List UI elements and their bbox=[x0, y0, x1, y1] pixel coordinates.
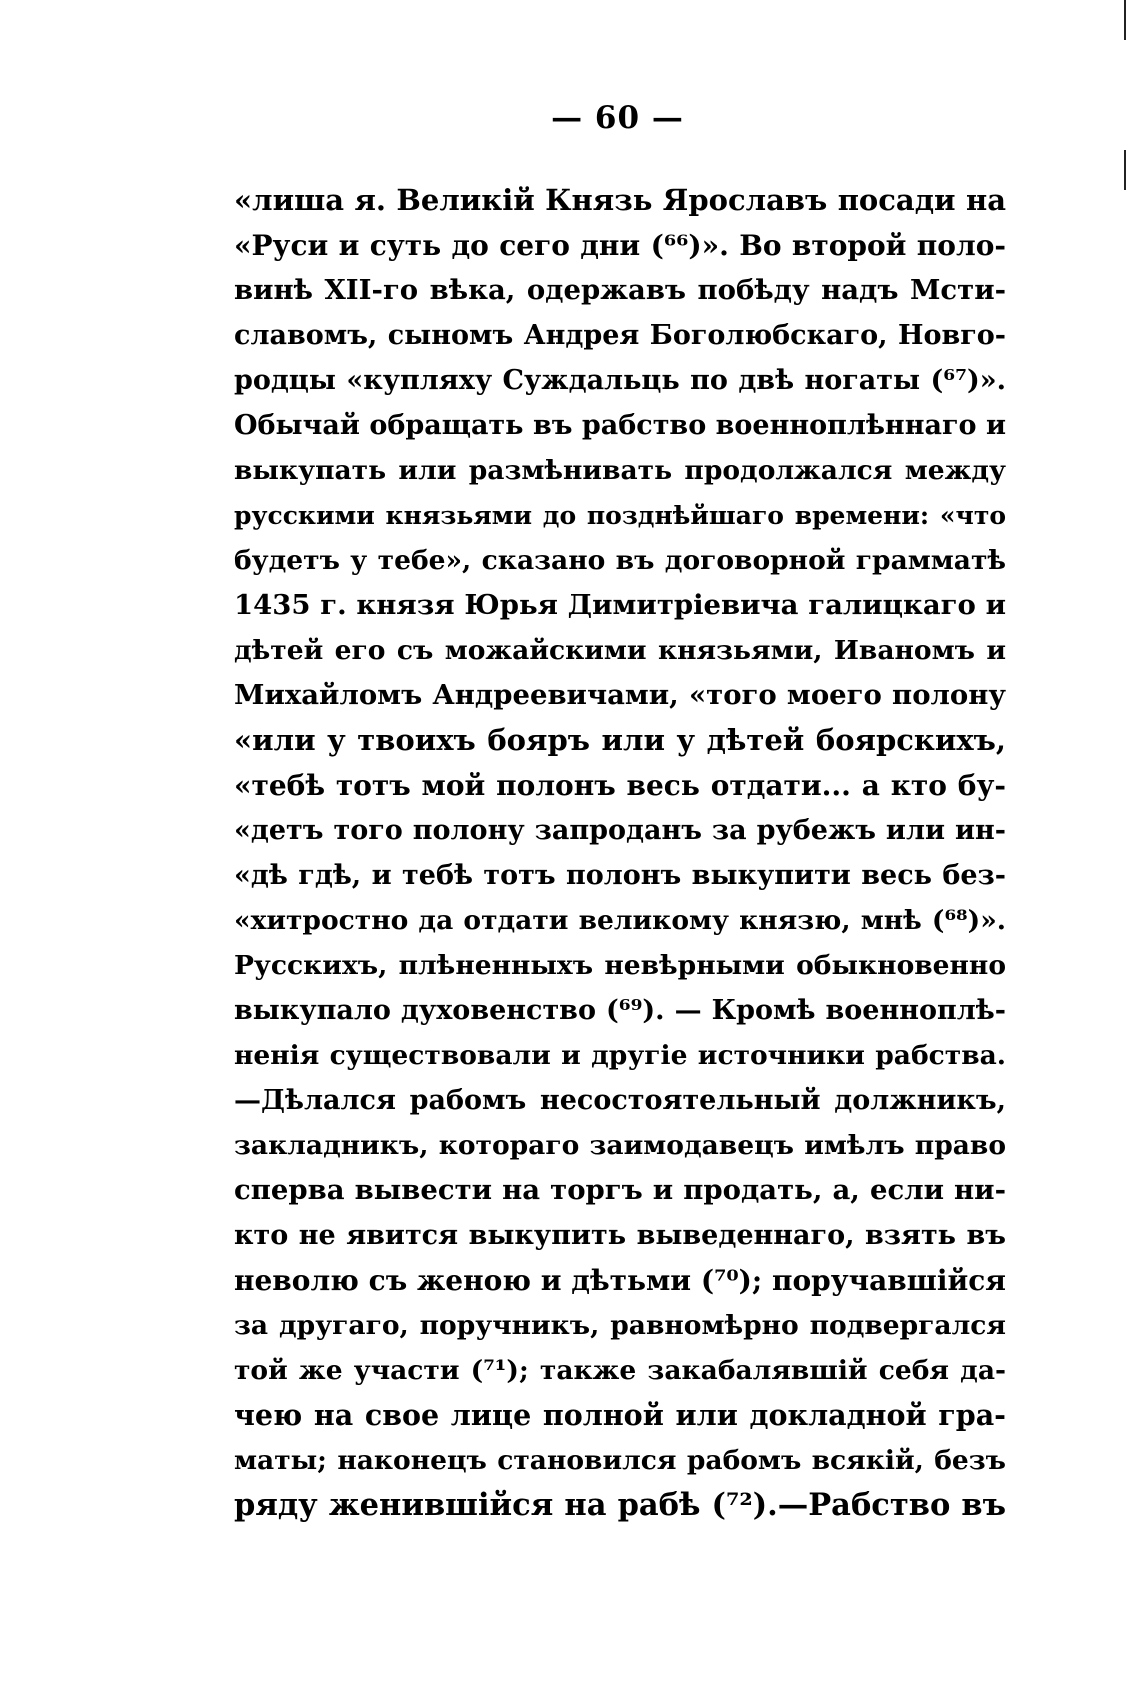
text-line: «Руси и суть до сего дни (⁶⁶)». Во второй поло- bbox=[234, 229, 1006, 262]
text-line: сперва вывести на торгъ и продать, а, если ни- bbox=[234, 1174, 1006, 1206]
text-line: кто не явится выкупить выведеннаго, взять въ bbox=[234, 1220, 1006, 1251]
text-line: выкупать или размѣнивать продолжался между bbox=[234, 455, 1006, 486]
text-line: винѣ XII-го вѣка, одержавъ побѣду надъ Мсти- bbox=[234, 274, 1006, 306]
text-line: маты; наконецъ становился рабомъ всякій, безъ bbox=[234, 1445, 1006, 1476]
text-line: Обычай обращать въ рабство военноплѣннаго и bbox=[234, 410, 1006, 441]
text-line: неволю съ женою и дѣтьми (⁷⁰); поручавшійся bbox=[234, 1264, 1006, 1297]
scan-edge-mark bbox=[1124, 0, 1126, 40]
text-line: ненія существовали и другіе источники рабства. bbox=[234, 1040, 1006, 1071]
text-line: «или у твоихъ бояръ или у дѣтей боярскихъ, bbox=[234, 723, 1006, 757]
text-line: «тебѣ тотъ мой полонъ весь отдати... а кто бу- bbox=[234, 769, 1006, 802]
text-line: выкупало духовенство (⁶⁹). — Кромѣ военноплѣ- bbox=[234, 995, 1006, 1026]
text-line: «дѣ гдѣ, и тебѣ тотъ полонъ выкупити весь без- bbox=[234, 860, 1006, 891]
text-line: —Дѣлался рабомъ несостоятельный должникъ, bbox=[234, 1085, 1006, 1116]
text-line: Михайломъ Андреевичами, «того моего полону bbox=[234, 679, 1006, 711]
text-line: ряду женившійся на рабѣ (⁷²).—Рабство въ bbox=[234, 1487, 1006, 1523]
page-number: — 60 — bbox=[551, 100, 684, 136]
scan-edge-mark bbox=[1124, 150, 1126, 190]
body-text bbox=[234, 178, 1006, 1528]
text-line: родцы «купляху Суждальць по двѣ ногаты (⁶⁷)». bbox=[234, 365, 1006, 396]
text-line: за другаго, поручникъ, равномѣрно подвергался bbox=[234, 1310, 1006, 1341]
text-line: «хитростно да отдати великому князю, мнѣ (⁶⁸)». bbox=[234, 905, 1006, 936]
text-line: 1435 г. князя Юрья Димитріевича галицкаго и bbox=[234, 589, 1006, 621]
text-line: «лиша я. Великій Князь Ярославъ посади на bbox=[234, 183, 1006, 217]
text-line: дѣтей его съ можайскими князьями, Иваномъ и bbox=[234, 635, 1006, 666]
text-line: русскими князьями до позднѣйшаго времени: «что bbox=[234, 501, 1006, 530]
text-line: чею на свое лице полной или докладной гра- bbox=[234, 1398, 1006, 1432]
text-line: закладникъ, котораго заимодавецъ имѣлъ право bbox=[234, 1130, 1006, 1161]
text-line: Русскихъ, плѣненныхъ невѣрными обыкновенно bbox=[234, 950, 1006, 981]
text-line: той же участи (⁷¹); также закабалявшій себя да- bbox=[234, 1355, 1006, 1386]
text-line: будетъ у тебе», сказано въ договорной грамматѣ bbox=[234, 545, 1006, 576]
text-line: славомъ, сыномъ Андрея Боголюбскаго, Новго- bbox=[234, 320, 1006, 351]
text-line: «детъ того полону запроданъ за рубежъ или ин- bbox=[234, 815, 1006, 846]
